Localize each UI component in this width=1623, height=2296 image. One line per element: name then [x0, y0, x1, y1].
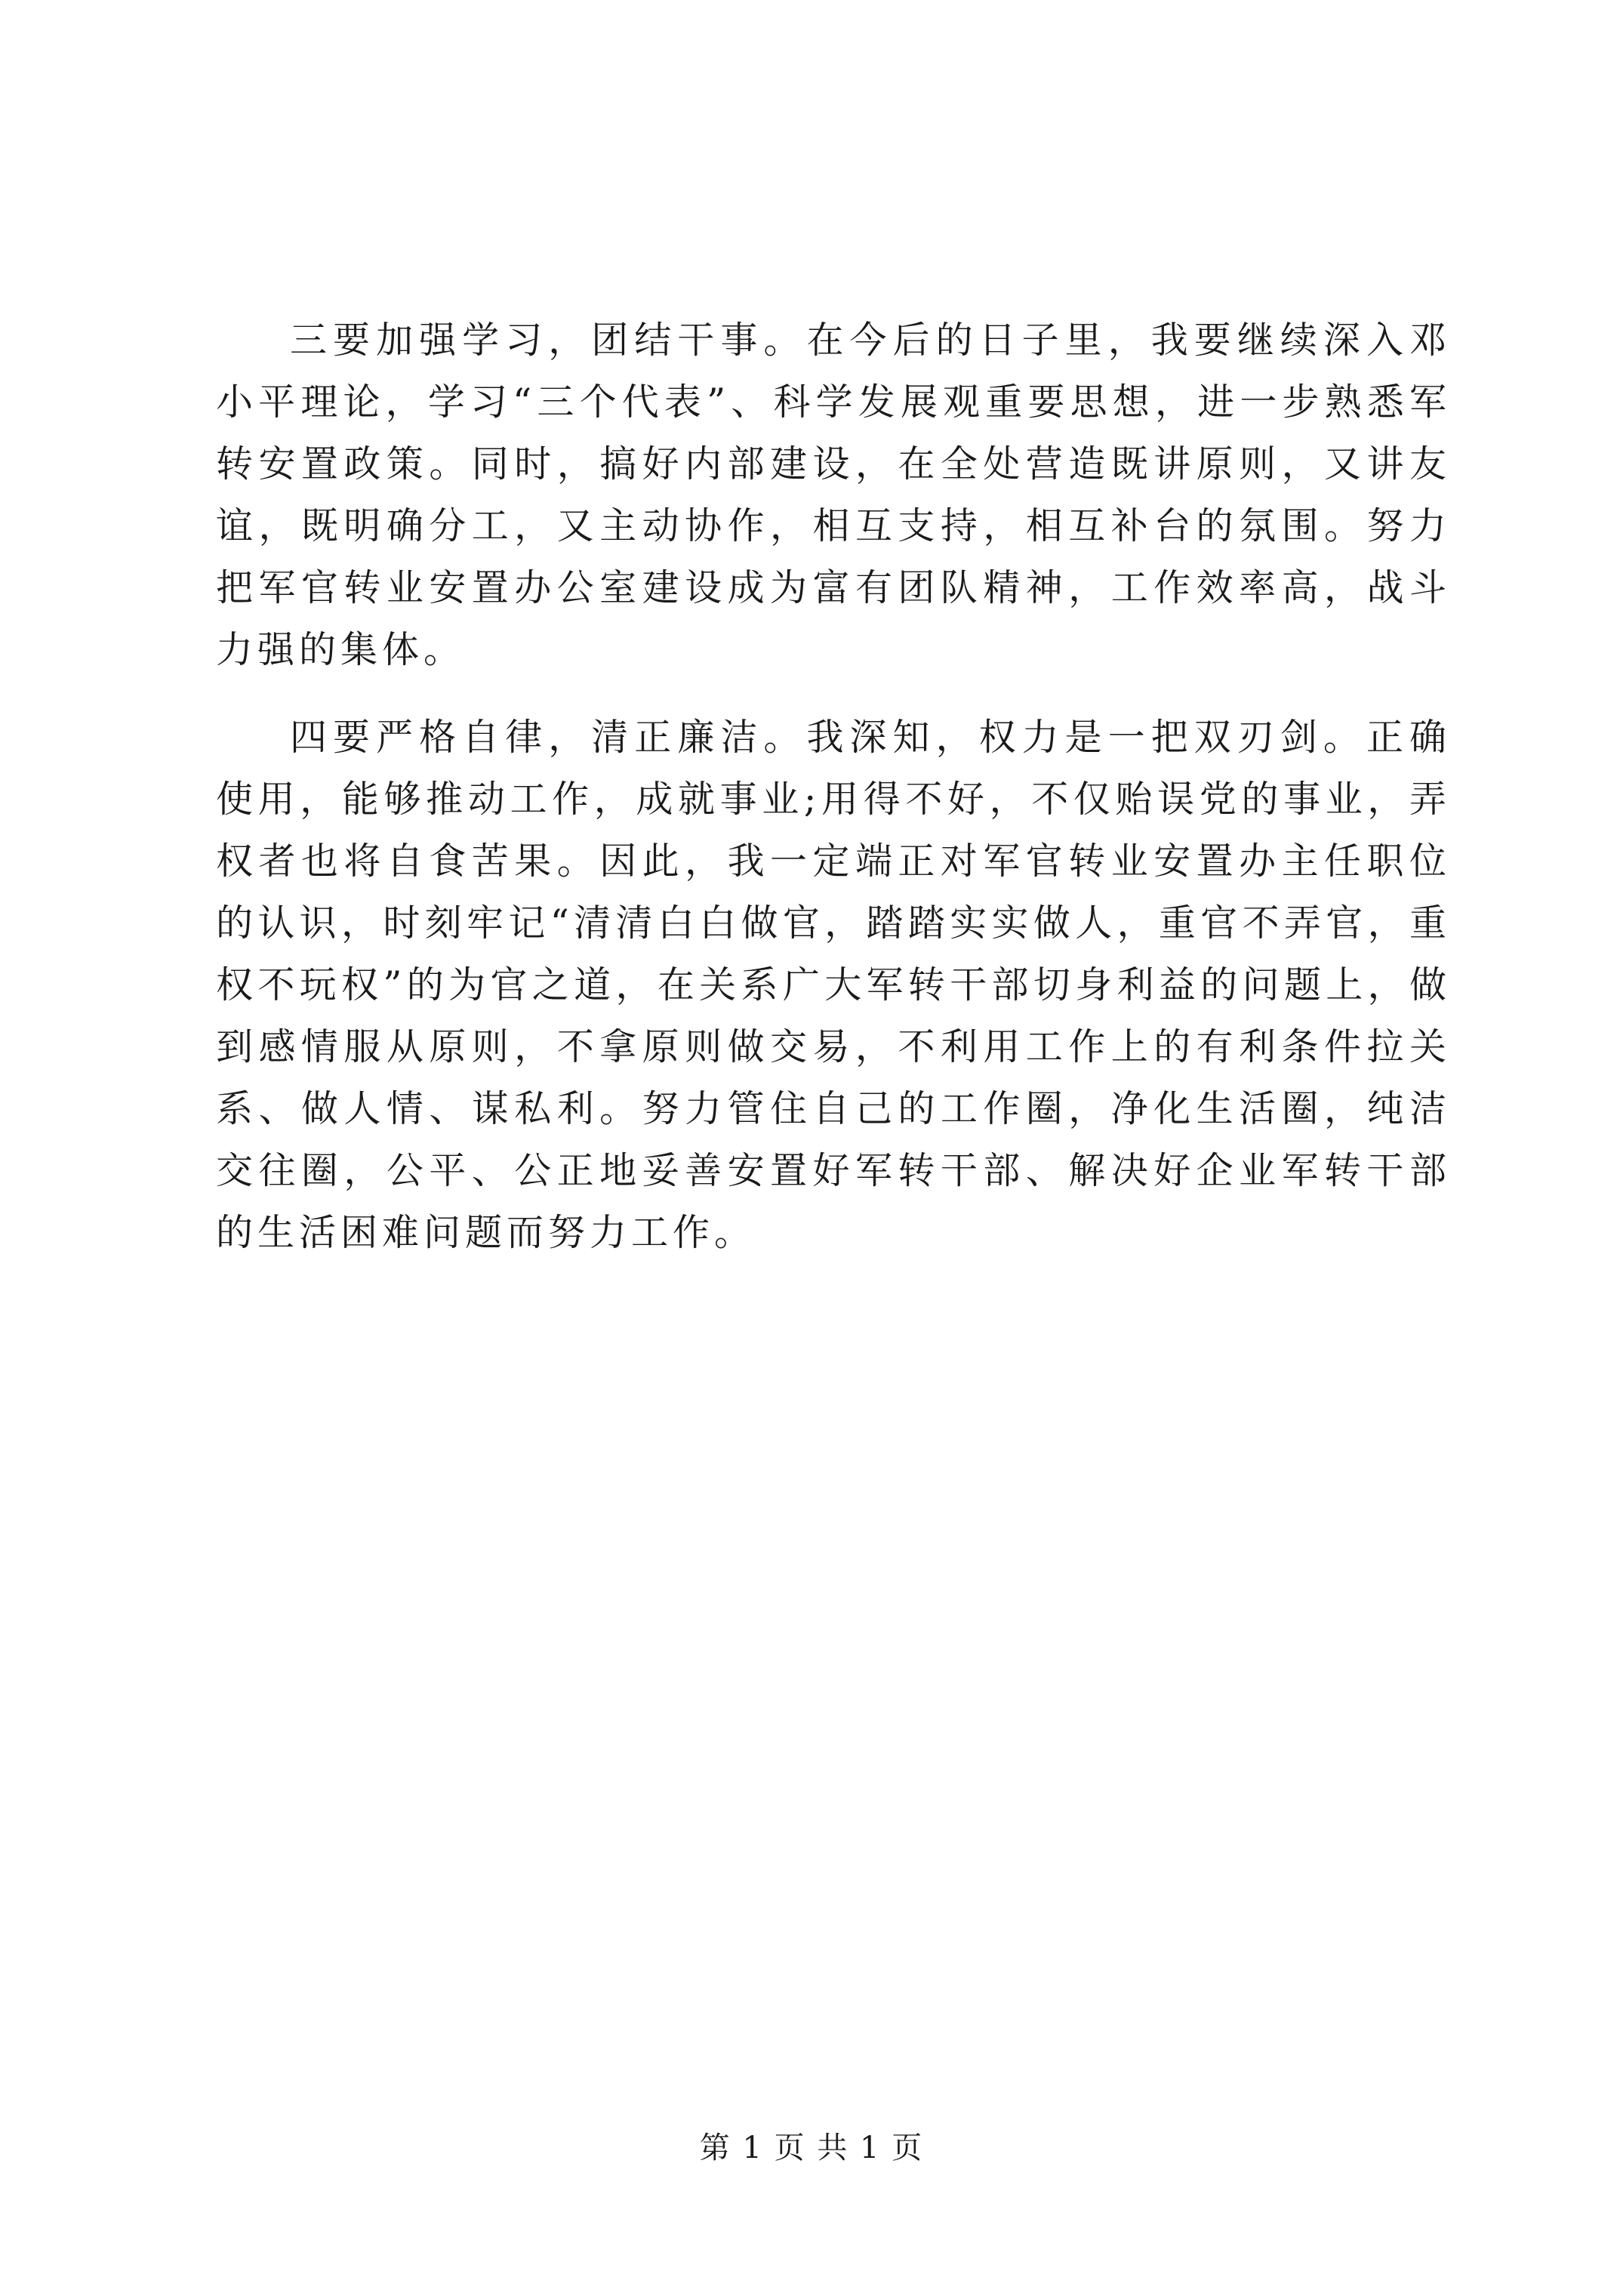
paragraph-3: 三要加强学习，团结干事。在今后的日子里，我要继续深入邓小平理论，学习“三个代表”、科学发展观重要思想，进一步熟悉军转安置政策。同时，搞好内部建设，在全处营造既讲原则，又讲友谊，既明确分工，又主动协作，相互支持，相互补台的氛围。努力把军官转业安置办公室建设成为富有团队精神，工作效率高，战斗力强的集体。 [216, 319, 1451, 671]
document-body [216, 310, 1451, 1264]
page-number-footer: 第 1 页 共 1 页 [699, 2131, 924, 2165]
paragraph-4: 四要严格自律，清正廉洁。我深知，权力是一把双刃剑。正确使用，能够推动工作，成就事业;用得不好，不仅贻误党的事业，弄权者也将自食苦果。因此，我一定端正对军官转业安置办主任职位的认识，时刻牢记“清清白白做官，踏踏实实做人，重官不弄官，重权不玩权”的为官之道，在关系广大军转干部切身利益的问题上，做到感情服从原则，不拿原则做交易，不利用工作上的有利条件拉关系、做人情、谋私利。努力管住自己的工作圈，净化生活圈，纯洁交往圈，公平、公正地妥善安置好军转干部、解决好企业军转干部的生活困难问题而努力工作。 [216, 716, 1451, 1254]
